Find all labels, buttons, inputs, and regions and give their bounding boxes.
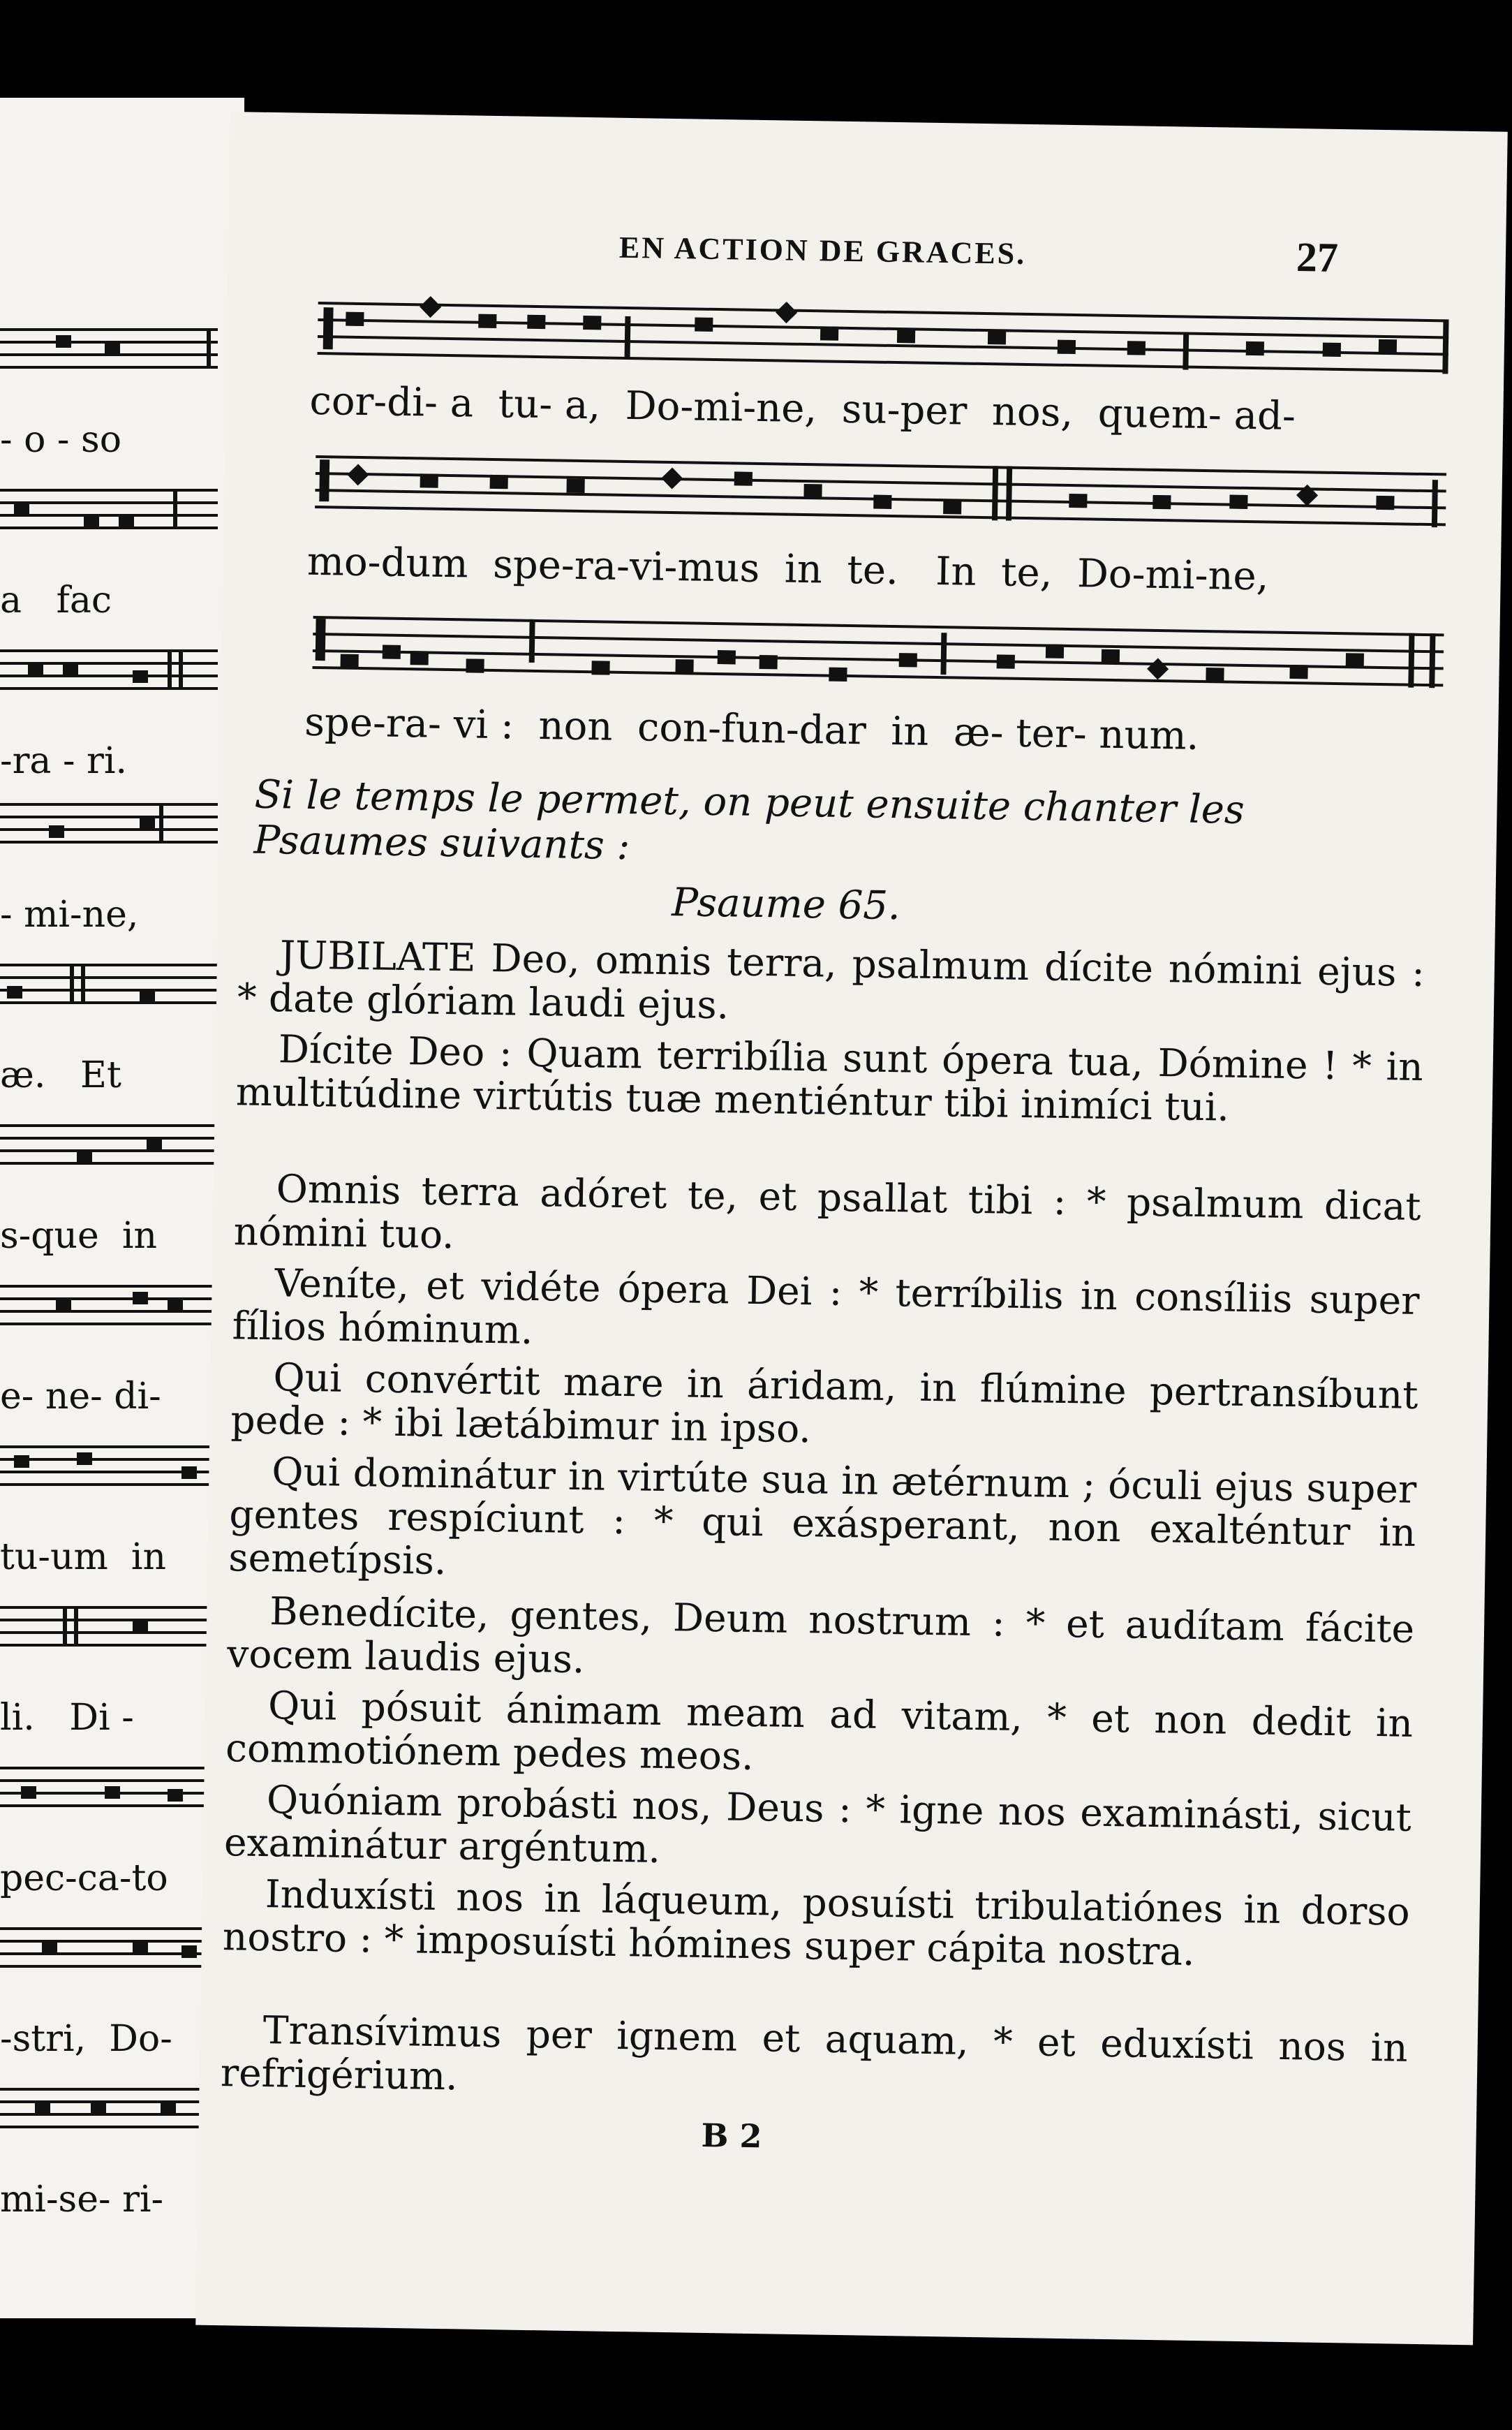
chant-staff xyxy=(312,616,1444,688)
chant-staff xyxy=(318,302,1449,374)
left-lyric: s-que in xyxy=(0,1215,157,1257)
psalm-verse: Omnis terra adóret te, et psallat tibi : * psalmum dicat nómini tuo. xyxy=(233,1166,1422,1258)
psalm-title: Psaume 65. xyxy=(671,880,901,929)
psalm-verse: JUBILATE Deo, omnis terra, psalmum dícite nómini ejus : * date glóriam laudi ejus. xyxy=(237,932,1425,1028)
left-lyric: -ra - ri. xyxy=(0,740,128,782)
left-lyric: li. Di - xyxy=(0,1697,134,1739)
psalm-verse: Induxísti nos in láqueum, posuísti tribulatiónes in dorso nostro : * imposuísti hómines super cápita nostra. xyxy=(222,1871,1411,1975)
chant-lyric: mo-dum spe-ra-vi-mus in te. In te, Do-mi-ne, xyxy=(306,538,1270,600)
left-lyric: a fac xyxy=(0,580,112,621)
psalm-verse: Qui pósuit ánimam meam ad vitam, * et non dedit in commotiónem pedes meos. xyxy=(225,1683,1414,1779)
left-staff xyxy=(0,1445,218,1486)
rubric: Si le temps le permet, on peut ensuite chanter les Psaumes suivants : xyxy=(253,772,1245,869)
left-lyric: mi-se- ri- xyxy=(0,2179,164,2221)
book-page xyxy=(195,112,1508,2345)
left-staff xyxy=(0,1285,218,1325)
chant-lyric: cor-di- a tu- a, Do-mi-ne, su-per nos, quem- ad- xyxy=(309,378,1296,440)
left-lyric: pec-ca-to xyxy=(0,1857,168,1899)
psalm-verse: Qui convértit mare in áridam, in flúmine pertransíbunt pede : * ibi lætábimur in ipso. xyxy=(230,1355,1418,1452)
left-staff xyxy=(0,2088,218,2128)
left-staff xyxy=(0,964,218,1004)
chant-lyric: spe-ra- vi : non con-fun-dar in æ- ter- num. xyxy=(304,699,1199,759)
left-lyric: æ. Et xyxy=(0,1054,121,1096)
left-staff xyxy=(0,803,218,844)
signature-mark: B 2 xyxy=(701,2116,762,2156)
left-staff xyxy=(0,1124,218,1165)
chant-staff xyxy=(315,455,1446,527)
left-lyric: - o - so xyxy=(0,419,122,461)
psalm-verse: Transívimus per ignem et aquam, * et eduxísti nos in refrigérium. xyxy=(220,2008,1409,2099)
left-staff xyxy=(0,649,218,690)
left-lyric: tu-um in xyxy=(0,1536,166,1578)
left-staff xyxy=(0,328,218,369)
left-staff xyxy=(0,1606,218,1647)
left-staff xyxy=(0,1927,218,1968)
left-lyric: -stri, Do- xyxy=(0,2018,172,2060)
psalm-verse: Dícite Deo : Quam terribília sunt ópera tua, Dómine ! * in multitúdine virtútis tuæ mentiéntur tibi inimíci tui. xyxy=(235,1026,1424,1130)
running-title: EN ACTION DE GRACES. xyxy=(618,230,1027,271)
page-number: 27 xyxy=(1296,234,1339,281)
left-staff xyxy=(0,489,218,529)
left-lyric: - mi-ne, xyxy=(0,894,139,936)
psalm-verse: Veníte, et vidéte ópera Dei : * terríbilis in consíliis super fílios hóminum. xyxy=(232,1260,1420,1353)
psalm-verse: Qui dominátur in virtúte sua in ætérnum ; óculi ejus super gentes respíciunt : * qui exásperant, non exalténtur in semetípsis. xyxy=(228,1449,1417,1584)
page-header xyxy=(228,223,1485,281)
left-staff xyxy=(0,1767,218,1807)
left-lyric: e- ne- di- xyxy=(0,1376,161,1418)
psalm-verse: Quóniam probásti nos, Deus : * igne nos examinásti, sicut examinátur argéntum. xyxy=(223,1777,1412,1871)
psalm-verse: Benedícite, gentes, Deum nostrum : * et audítam fácite vocem laudis ejus. xyxy=(226,1589,1415,1682)
